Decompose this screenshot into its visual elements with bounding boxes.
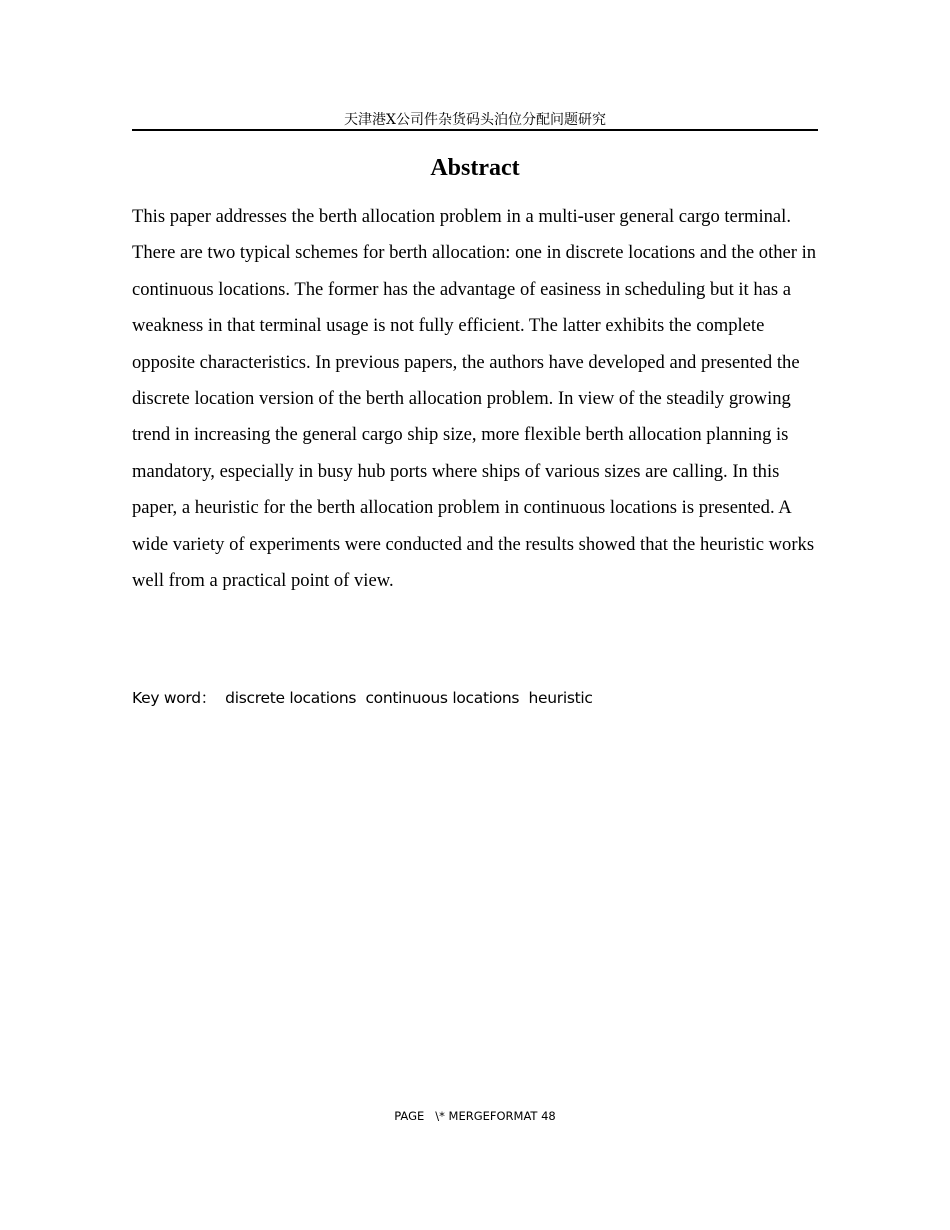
running-header: 天津港X公司件杂货码头泊位分配问题研究 bbox=[344, 112, 606, 128]
page-number-field: PAGE \* MERGEFORMAT 48 bbox=[394, 1109, 556, 1123]
header-rule bbox=[132, 129, 818, 131]
keywords-line: Key word： discrete locations continuous locations heuristic bbox=[132, 689, 593, 707]
abstract-title: Abstract bbox=[430, 155, 520, 181]
abstract-body: This paper addresses the berth allocation problem in a multi-user general cargo terminal. There are two typical schemes for berth allocation: one in discrete locations and the other in continuous locations. The former has the advantage of easiness in scheduling but it has a weakness in that terminal usage is not fully efficient. The latter exhibits the complete opposite characteristics. In previous papers, the authors have developed and presented the discrete location version of the berth allocation problem. In view of the steadily growing trend in increasing the general cargo ship size, more flexible berth allocation planning is mandatory, especially in busy hub ports where ships of various sizes are calling. In this paper, a heuristic for the berth allocation problem in continuous locations is presented. A wide variety of experiments were conducted and the results showed that the heuristic works well from a practical point of view. bbox=[132, 206, 817, 592]
